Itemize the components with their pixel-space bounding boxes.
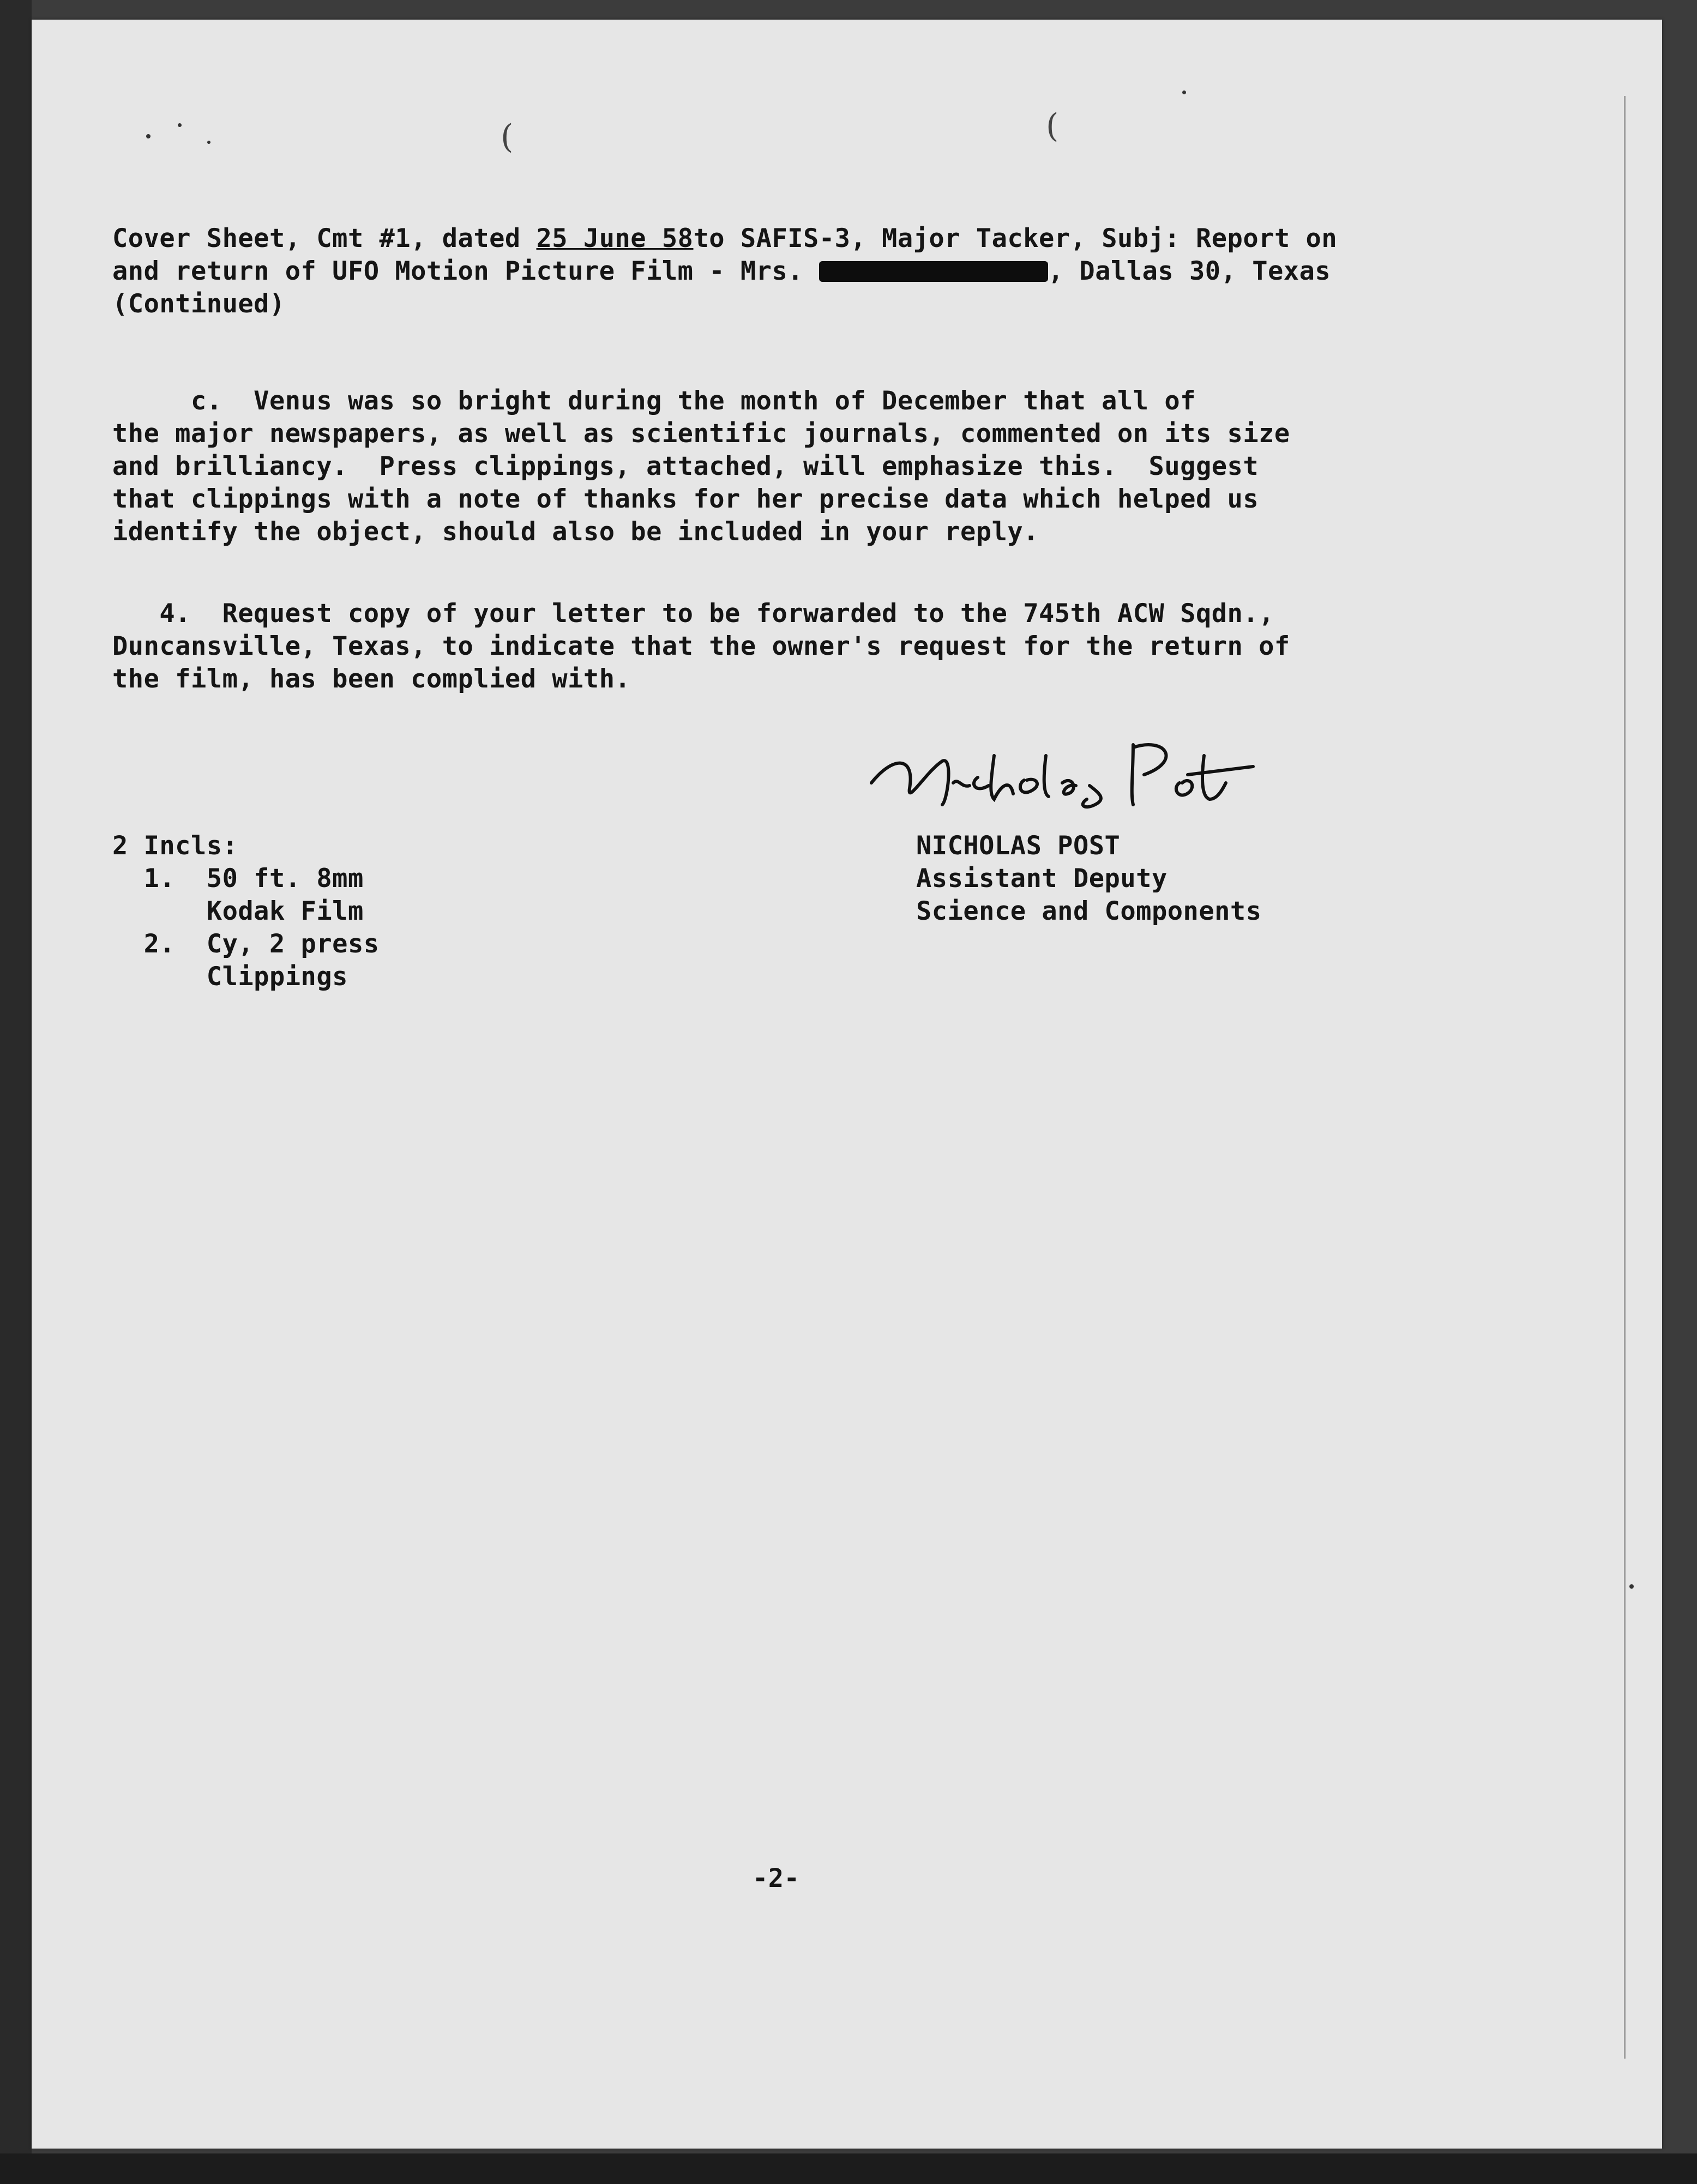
paragraph-c-line: the major newspapers, as well as scientific journals, commented on its size <box>112 419 1290 449</box>
header-line-1: Cover Sheet, Cmt #1, dated 25 June 58to SAFIS-3, Major Tacker, Subj: Report on <box>112 224 1338 254</box>
paragraph-c-line: identify the object, should also be included in your reply. <box>112 517 1039 547</box>
dust-speck <box>1182 91 1186 94</box>
inclosure-item: 2. Cy, 2 press <box>112 929 380 959</box>
stray-mark: ( <box>1046 107 1059 145</box>
inclosure-item: 1. 50 ft. 8mm <box>112 864 364 894</box>
paragraph-c-line: c. Venus was so bright during the month of December that all of <box>112 386 1196 416</box>
stray-mark: ( <box>501 118 514 156</box>
paragraph-c-line: that clippings with a note of thanks for her precise data which helped us <box>112 484 1259 514</box>
dust-speck <box>146 134 151 138</box>
scan-bottom-edge <box>0 2153 1697 2184</box>
handwritten-signature <box>860 723 1275 821</box>
inclosures-heading: 2 Incls: <box>112 831 238 861</box>
header-date: 25 June 58 <box>536 224 694 254</box>
dust-speck <box>178 123 182 127</box>
paragraph-4-line: Duncansville, Texas, to indicate that the owner's request for the return of <box>112 631 1290 661</box>
inclosure-item: Kodak Film <box>112 896 364 926</box>
signer-name: NICHOLAS POST <box>916 831 1121 861</box>
scan-edge <box>0 0 32 2184</box>
document-page <box>32 20 1662 2149</box>
paragraph-c-line: and brilliancy. Press clippings, attached, will emphasize this. Suggest <box>112 451 1259 481</box>
redaction-bar <box>819 261 1048 282</box>
dust-speck <box>207 141 210 144</box>
signer-title-1: Assistant Deputy <box>916 864 1168 894</box>
paragraph-4-line: the film, has been complied with. <box>112 664 631 694</box>
inclosure-item: Clippings <box>112 962 348 992</box>
header-line-2: and return of UFO Motion Picture Film - Mrs. , Dallas 30, Texas <box>112 256 1331 286</box>
signer-title-2: Science and Components <box>916 896 1262 926</box>
paragraph-4-line: 4. Request copy of your letter to be forwarded to the 745th ACW Sqdn., <box>112 599 1274 629</box>
page-crease <box>1624 96 1626 2059</box>
page-number: -2- <box>753 1863 800 1893</box>
dust-speck <box>1629 1584 1634 1589</box>
header-line-3: (Continued) <box>112 289 285 319</box>
